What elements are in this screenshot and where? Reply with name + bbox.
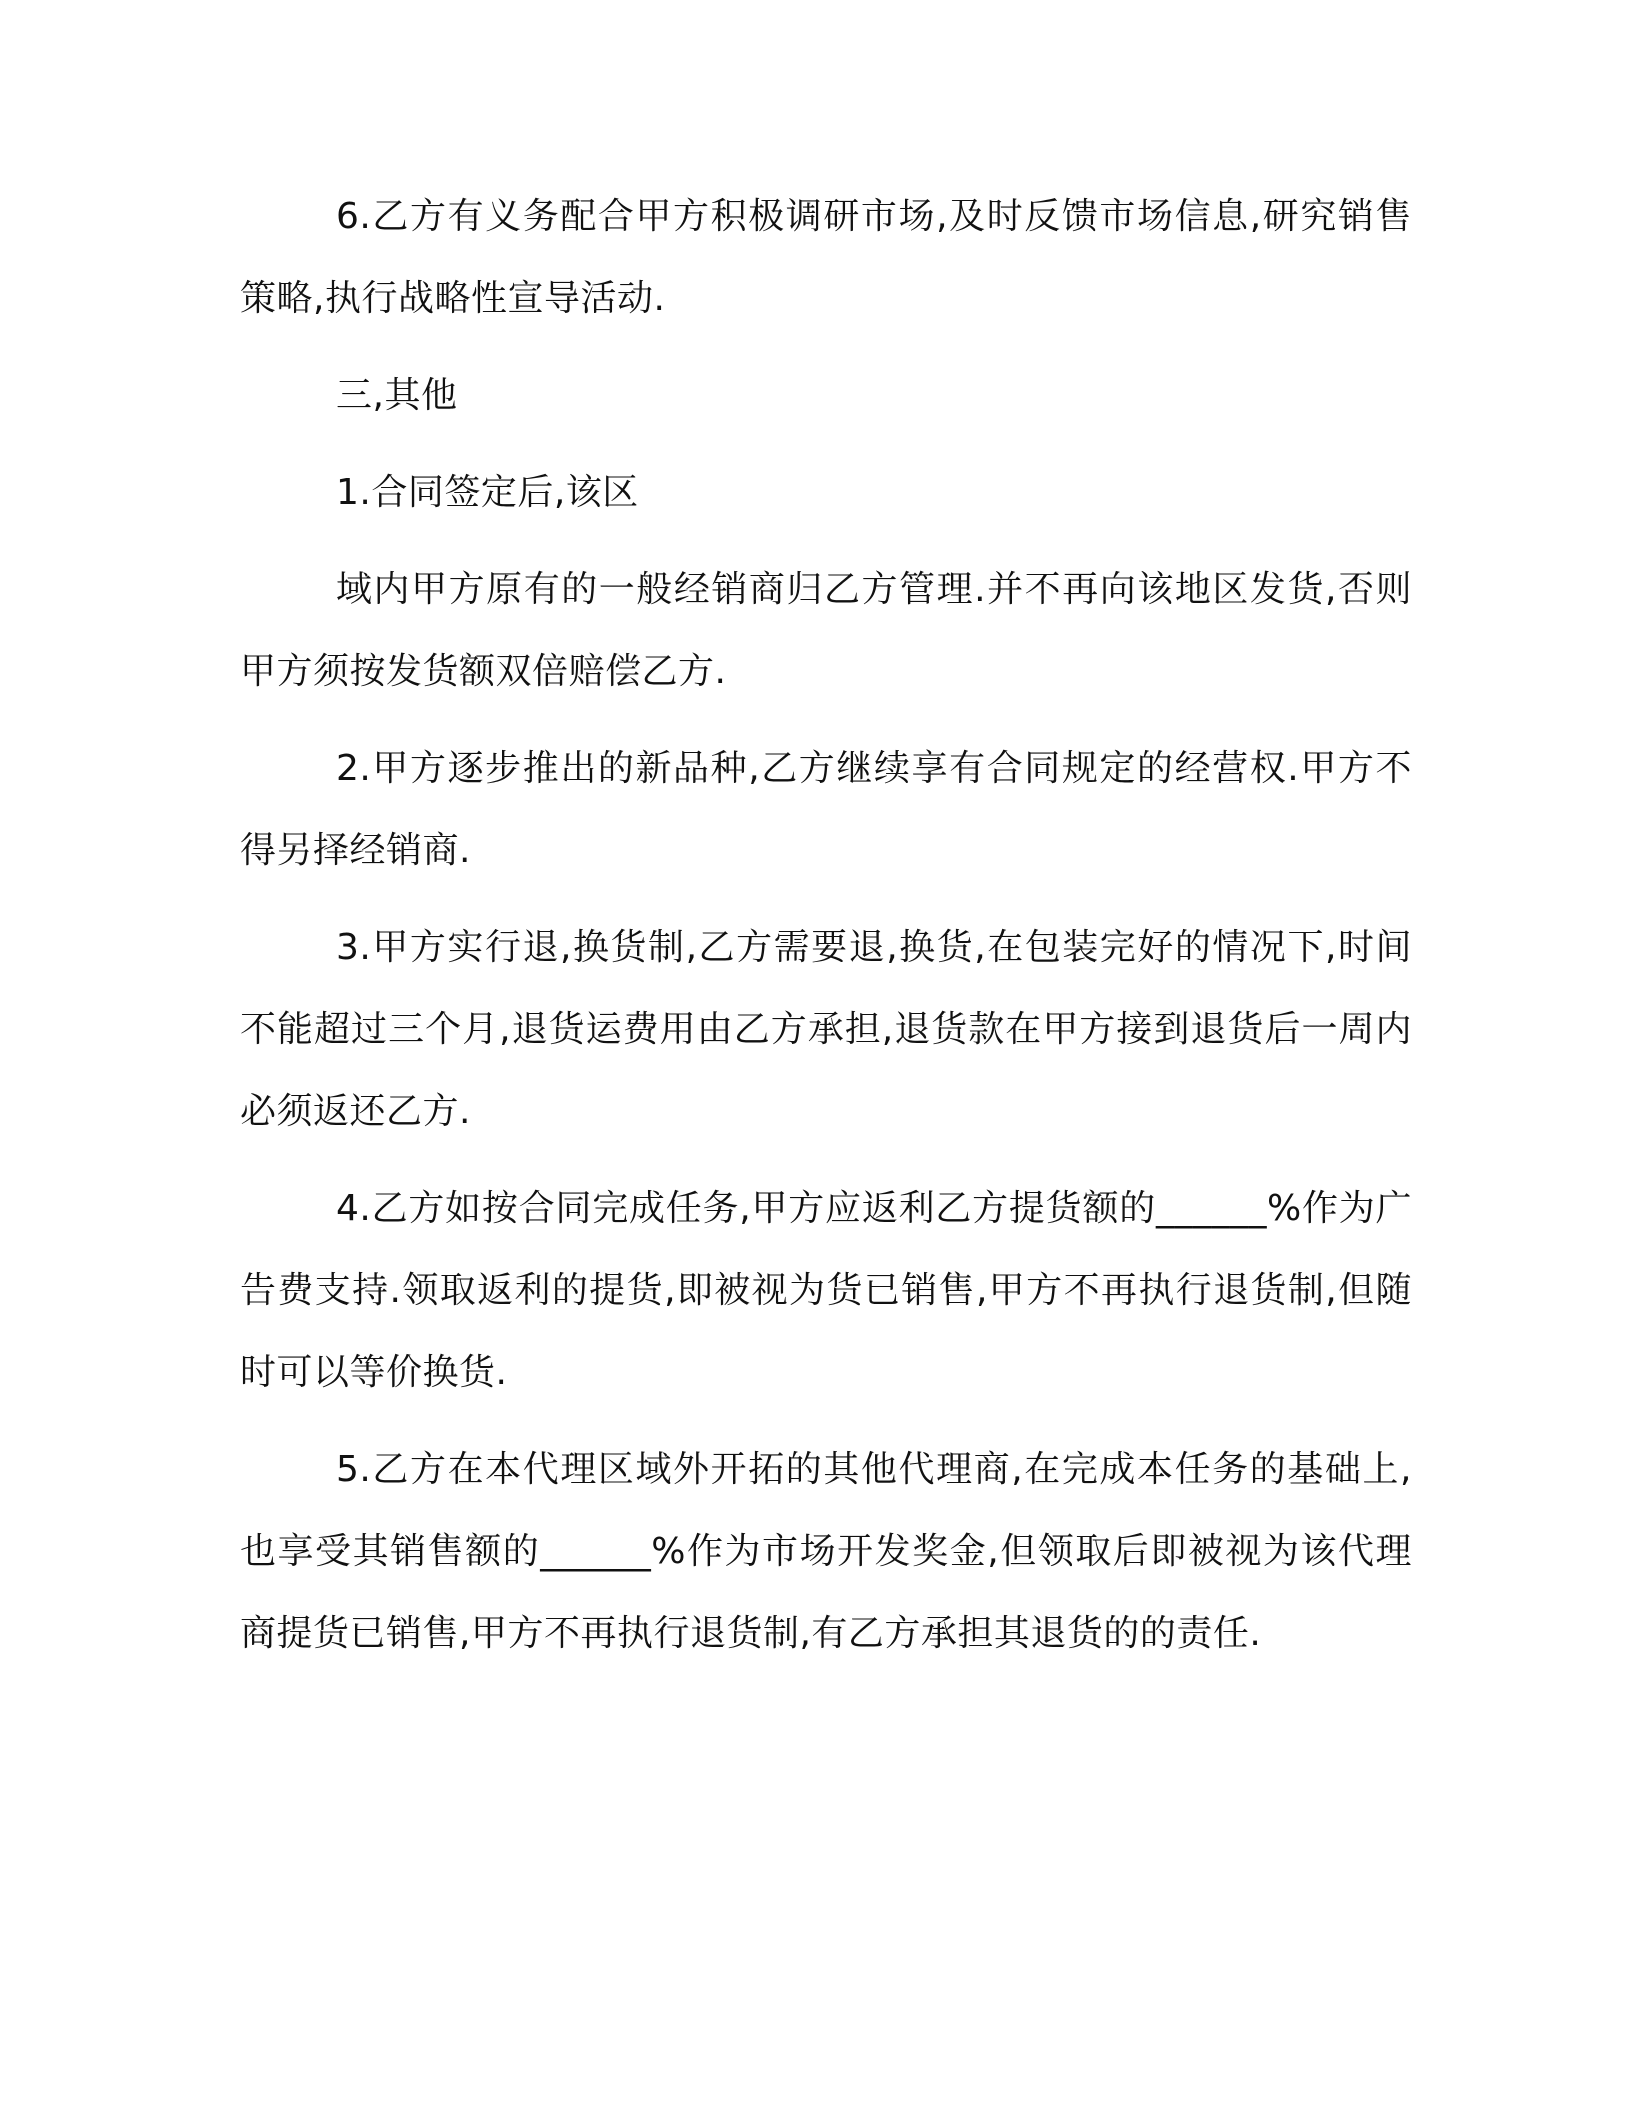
- document-body: [240, 176, 1412, 1690]
- clause-1-heading: 1.合同签定后,该区: [336, 472, 639, 513]
- clause-2-paragraph: 2.甲方逐步推出的新品种,乙方继续享有合同规定的经营权.甲方不得另择经销商.: [240, 748, 1412, 871]
- clause-1-paragraph: 域内甲方原有的一般经销商归乙方管理.并不再向该地区发货,否则甲方须按发货额双倍赔偿乙方.: [240, 569, 1412, 692]
- clause-4-paragraph: 4.乙方如按合同完成任务,甲方应返利乙方提货额的______%作为广告费支持.领取返利的提货,即被视为货已销售,甲方不再执行退货制,但随时可以等价换货.: [240, 1188, 1412, 1393]
- section-heading-other: 三,其他: [336, 375, 458, 416]
- clause-3-paragraph: 3.甲方实行退,换货制,乙方需要退,换货,在包装完好的情况下,时间不能超过三个月,退货运费用由乙方承担,退货款在甲方接到退货后一周内必须返还乙方.: [240, 927, 1412, 1132]
- clause-6-paragraph: 6.乙方有义务配合甲方积极调研市场,及时反馈市场信息,研究销售策略,执行战略性宣导活动.: [240, 196, 1412, 319]
- clause-5-paragraph: 5.乙方在本代理区域外开拓的其他代理商,在完成本任务的基础上,也享受其销售额的______%作为市场开发奖金,但领取后即被视为该代理商提货已销售,甲方不再执行退货制,有乙方承担其退货的的责任.: [240, 1449, 1412, 1654]
